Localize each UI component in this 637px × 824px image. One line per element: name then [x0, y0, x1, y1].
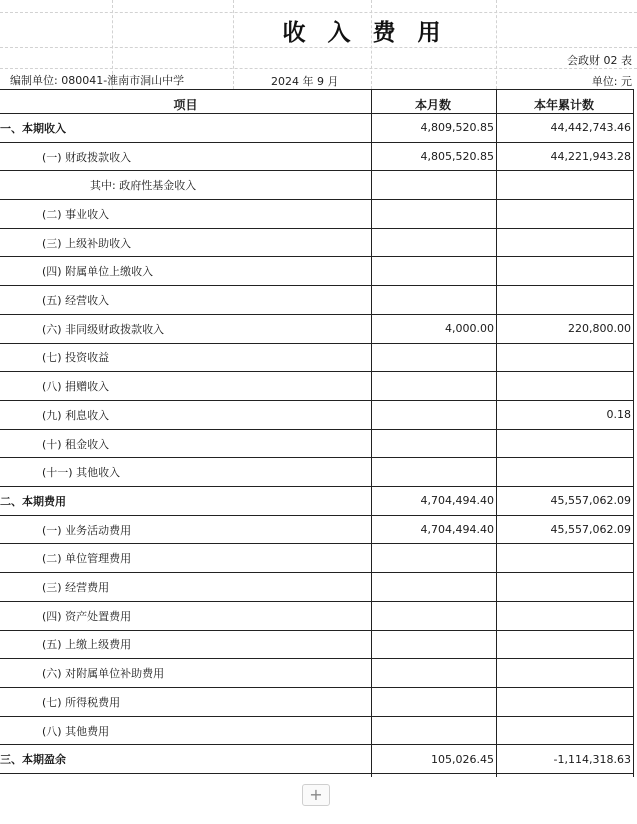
table-row — [0, 745, 634, 774]
row-ytd-value — [497, 573, 631, 601]
table-row — [0, 631, 634, 660]
row-month-value — [372, 344, 494, 372]
row-ytd-value — [497, 717, 631, 745]
row-month-value — [372, 258, 494, 286]
header-item: 项目 — [173, 98, 198, 112]
row-label: (九) 利息收入 — [42, 408, 110, 422]
row-month-value: 4,805,520.85 — [420, 150, 494, 164]
row-month-value — [372, 602, 494, 630]
table-row — [0, 688, 634, 717]
row-label: (二) 事业收入 — [42, 207, 110, 221]
table-row — [0, 229, 634, 258]
row-month-value — [372, 401, 494, 429]
reporting-unit: 编制单位: 080041-淮南市洞山中学 — [10, 74, 185, 87]
row-ytd-value — [497, 229, 631, 257]
row-label: (一) 财政拨款收入 — [42, 150, 132, 164]
row-ytd-value: 45,557,062.09 — [550, 494, 631, 508]
table-row — [0, 516, 634, 545]
table-row — [0, 372, 634, 401]
row-label: 其中: 政府性基金收入 — [90, 179, 197, 193]
row-label: (六) 非同级财政拨款收入 — [42, 322, 165, 336]
row-ytd-value: -1,114,318.63 — [553, 752, 631, 766]
row-label: (三) 上级补助收入 — [42, 236, 132, 250]
table-row — [0, 344, 634, 373]
table-row — [0, 315, 634, 344]
row-ytd-value: 220,800.00 — [568, 322, 631, 336]
table-row — [0, 258, 634, 287]
grid-line — [0, 47, 637, 48]
row-ytd-value — [497, 545, 631, 573]
header-month: 本月数 — [414, 98, 451, 112]
row-label: (四) 资产处置费用 — [42, 609, 132, 623]
row-month-value: 105,026.45 — [431, 752, 494, 766]
row-label: (八) 其他费用 — [42, 724, 110, 738]
row-label: (七) 所得税费用 — [42, 695, 121, 709]
row-month-value — [372, 286, 494, 314]
row-month-value: 4,809,520.85 — [420, 121, 494, 135]
row-month-value — [372, 430, 494, 458]
row-month-value — [372, 717, 494, 745]
table-header-row — [0, 89, 634, 114]
row-month-value — [372, 545, 494, 573]
table-row — [0, 430, 634, 459]
row-ytd-value — [497, 258, 631, 286]
row-ytd-value — [497, 659, 631, 687]
row-month-value — [372, 631, 494, 659]
row-ytd-value — [497, 344, 631, 372]
header-ytd: 本年累计数 — [533, 98, 594, 112]
row-ytd-value — [497, 458, 631, 486]
table-row — [0, 717, 634, 746]
row-ytd-value — [497, 286, 631, 314]
row-label: (二) 单位管理费用 — [42, 552, 132, 566]
table-row — [0, 401, 634, 430]
table-row — [0, 286, 634, 315]
row-ytd-value — [497, 631, 631, 659]
row-ytd-value: 45,557,062.09 — [550, 523, 631, 537]
table-row — [0, 458, 634, 487]
table-row — [0, 487, 634, 516]
row-label: (五) 经营收入 — [42, 294, 110, 308]
report-title: 收 入 费 用 — [282, 20, 448, 46]
grid-line — [0, 68, 637, 69]
table-row — [0, 200, 634, 229]
table-row — [0, 171, 634, 200]
row-month-value — [372, 573, 494, 601]
row-ytd-value: 44,221,943.28 — [550, 150, 631, 164]
row-ytd-value — [497, 688, 631, 716]
grid-line — [0, 12, 637, 13]
table-row — [0, 573, 634, 602]
row-ytd-value — [497, 171, 631, 199]
row-month-value: 4,000.00 — [445, 322, 494, 336]
row-label: (五) 上缴上级费用 — [42, 638, 132, 652]
report-period: 2024 年 9 月 — [271, 75, 339, 88]
row-month-value — [372, 171, 494, 199]
row-ytd-value — [497, 602, 631, 630]
row-month-value — [372, 659, 494, 687]
row-label: 三、本期盈余 — [0, 753, 66, 767]
table-row — [0, 114, 634, 143]
row-month-value: 4,704,494.40 — [420, 494, 494, 508]
row-label: (十) 租金收入 — [42, 437, 110, 451]
row-month-value — [372, 229, 494, 257]
row-month-value — [372, 372, 494, 400]
table-row — [0, 545, 634, 574]
row-label: (八) 捐赠收入 — [42, 380, 110, 394]
table-row — [0, 659, 634, 688]
row-ytd-value — [497, 430, 631, 458]
row-ytd-value: 44,442,743.46 — [550, 121, 631, 135]
row-label: (四) 附属单位上缴收入 — [42, 265, 154, 279]
row-label: 二、本期费用 — [0, 494, 66, 508]
form-code: 会政财 02 表 — [567, 54, 632, 67]
table-row — [0, 143, 634, 172]
row-ytd-value — [497, 200, 631, 228]
row-label: (三) 经营费用 — [42, 581, 110, 595]
add-sheet-button[interactable]: + — [302, 784, 330, 806]
row-label: (一) 业务活动费用 — [42, 523, 132, 537]
row-ytd-value: 0.18 — [606, 408, 631, 422]
row-label: 一、本期收入 — [0, 121, 66, 135]
currency-unit: 单位: 元 — [591, 75, 632, 88]
row-label: (六) 对附属单位补助费用 — [42, 667, 165, 681]
row-label: (十一) 其他收入 — [42, 466, 121, 480]
row-month-value — [372, 200, 494, 228]
row-month-value — [372, 458, 494, 486]
row-month-value — [372, 688, 494, 716]
row-ytd-value — [497, 372, 631, 400]
row-month-value: 4,704,494.40 — [420, 523, 494, 537]
table-row — [0, 602, 634, 631]
row-label: (七) 投资收益 — [42, 351, 110, 365]
